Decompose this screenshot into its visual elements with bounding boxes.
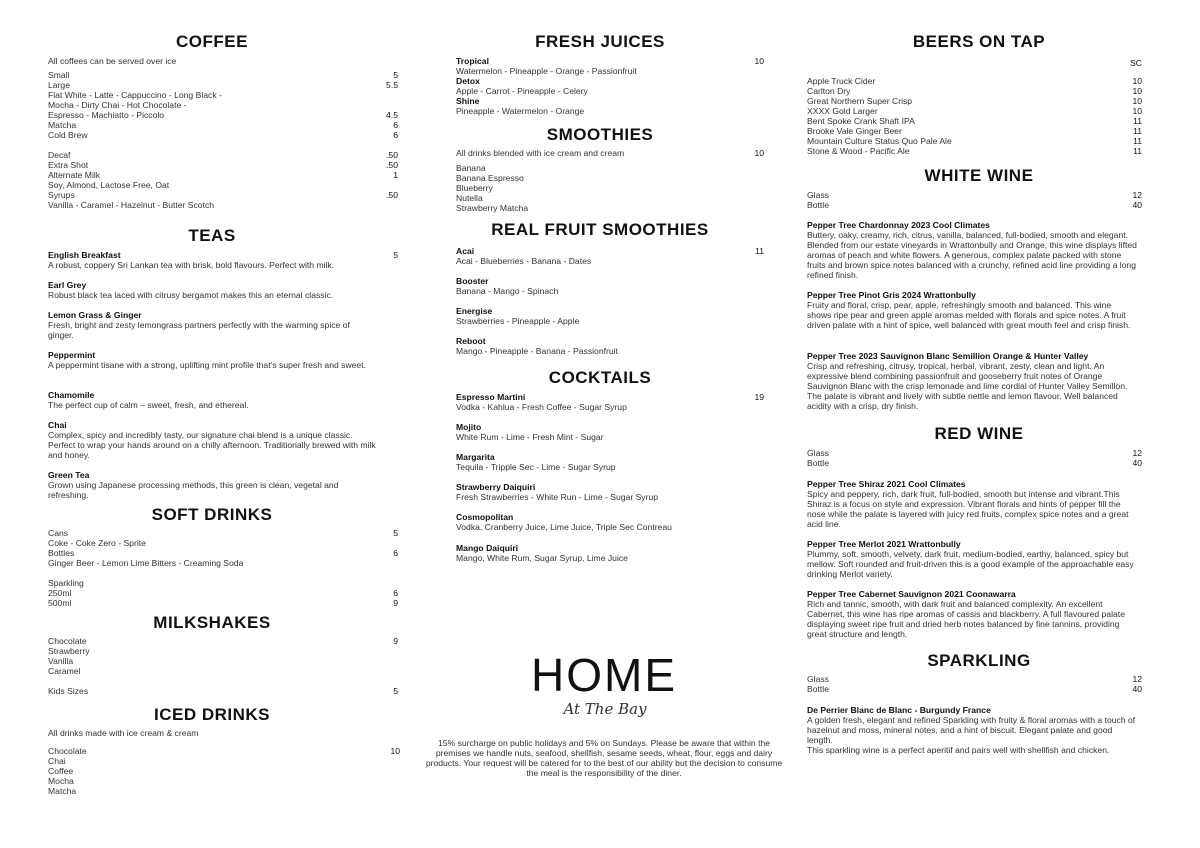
beer-item: Mountain Culture Status Quo Pale Ale <box>807 136 952 146</box>
coffee-title: COFFEE <box>176 32 248 51</box>
cocktail-name: Mango Daiquiri <box>456 543 519 553</box>
rfs-name: Energise <box>456 306 493 316</box>
glass-label: Glass <box>807 190 829 200</box>
rfs-name: Acai <box>456 246 475 256</box>
price: .50 <box>386 190 398 200</box>
tea-name: Lemon Grass & Ginger <box>48 310 142 320</box>
milkshake-item: Chocolate <box>48 636 87 646</box>
price: 40 <box>1132 684 1142 694</box>
milkshake-item: Strawberry <box>48 646 90 656</box>
tea-desc: A peppermint tisane with a strong, uplifting mint profile that’s super fresh and sweet. <box>48 360 366 370</box>
coffee-note: All coffees can be served over ice <box>48 56 177 66</box>
wine-desc: Spicy and peppery, rich, dark fruit, full-bodied, smooth but intense and vibrant.This Shiraz is a focus on style and expression. Vibrant florals and hints of pepper fill the nose while the palate is layered with juicy red fruits, complex spice notes and a great acid line. <box>807 489 1129 529</box>
price: 11 <box>1133 126 1142 136</box>
soft-item: Bottles <box>48 548 75 558</box>
sparkling-title: SPARKLING <box>927 651 1031 670</box>
bottle-label: Bottle <box>807 200 829 210</box>
cocktail-name: Margarita <box>456 452 495 462</box>
price: 10 <box>1132 96 1142 106</box>
wine-desc: Fruity and floral, crisp, pear, apple, refreshingly smooth and balanced. This wine shows ripe pear and green apple aromas melded with florals and spice notes. A fruit driven palate with a hint of spice, well balanced with great mouth feel and crisp finish. <box>807 300 1131 330</box>
glass-label: Glass <box>807 448 829 458</box>
bottle-label: Bottle <box>807 458 829 468</box>
tea-name: English Breakfast <box>48 250 121 260</box>
price: 9 <box>393 636 398 646</box>
bottle-label: Bottle <box>807 684 829 694</box>
smoothie-item: Blueberry <box>456 183 493 193</box>
beer-item: Great Northern Super Crisp <box>807 96 913 106</box>
price: .50 <box>386 150 398 160</box>
juice-name: Detox <box>456 76 480 86</box>
tea-name: Green Tea <box>48 470 90 480</box>
cocktail-name: Strawberry Daiquiri <box>456 482 536 492</box>
price: 11 <box>1133 146 1142 156</box>
iced-item: Chai <box>48 756 66 766</box>
milkshake-item: Vanilla <box>48 656 74 666</box>
iced-item: Chocolate <box>48 746 87 756</box>
red-wine-title: RED WINE <box>934 424 1024 443</box>
smoothie-item: Banana <box>456 163 486 173</box>
price: 40 <box>1132 200 1142 210</box>
soft-item: 500ml <box>48 598 72 608</box>
home-logo: HOME <box>531 649 677 701</box>
wine-desc: A golden fresh, elegant and refined Sparkling with fruity & floral aromas with a touch of hazelnut and moss, mineral notes, and a hint of biscuit. Elegant palate and good length. <box>807 715 1136 745</box>
cocktail-desc: Vodka, Cranberry Juice, Lime Juice, Triple Sec Contreau <box>456 522 672 532</box>
coffee-item: Small <box>48 70 70 80</box>
price: 6 <box>393 130 398 140</box>
tea-desc: Grown using Japanese processing methods, this green is clean, vegetal and refreshing. <box>48 480 339 500</box>
soft-item: Coke - Coke Zero - Sprite <box>48 538 146 548</box>
beer-item: Bent Spoke Crank Shaft IPA <box>807 116 915 126</box>
tea-desc: Complex, spicy and incredibly tasty, our signature chai blend is a unique classic. Perfect to wrap your hands around on a chilly afternoon. Traditionally brewed with milk and honey. <box>48 430 376 460</box>
real-fruit-title: REAL FRUIT SMOOTHIES <box>491 220 709 239</box>
juice-name: Tropical <box>456 56 489 66</box>
rfs-desc: Acai - Blueberries - Banana - Dates <box>456 256 592 266</box>
kids-sizes: Kids Sizes <box>48 686 89 696</box>
beer-item: Apple Truck Cider <box>807 76 876 86</box>
cocktails-title: COCKTAILS <box>548 368 652 387</box>
price: 10 <box>390 746 400 756</box>
cocktail-name: Cosmopolitan <box>456 512 514 522</box>
coffee-item: Espresso - Machiatto - Piccolo <box>48 110 165 120</box>
tea-desc: A robust, coppery Sri Lankan tea with brisk, bold flavours. Perfect with milk. <box>48 260 335 270</box>
wine-desc: Buttery, oaky, creamy, rich, citrus, vanilla, balanced, full-bodied, smooth and elegant. Blended from our estate vineyards in Wrattonbully and Orange, this wine displays lifted aromas of peach and white flowers. A generous, complex palate packed with stone fruits and brown spice notes balanced with a crunchy, refined acid line providing a long refined finish. <box>807 230 1137 280</box>
coffee-extra: Syrups <box>48 190 75 200</box>
wine-name: Pepper Tree Shiraz 2021 Cool Climates <box>807 479 966 489</box>
iced-item: Matcha <box>48 786 77 796</box>
wine-desc: Crisp and refreshing, citrusy, tropical, herbal, vibrant, zesty, clean and light. An expressive blend combining passionfruit and gooseberry fruit notes of Orange Sauvignon Blanc with the crisp lemonade and lime cordial of Hunter Valley Semillon. The palate is vibrant and lively with subtle nettle and lemon flavour. Well balanced acidity with a crisp, dry finish. <box>807 361 1128 411</box>
coffee-item: Large <box>48 80 70 90</box>
price: 6 <box>393 588 398 598</box>
price: 5 <box>393 70 398 80</box>
tea-desc: Robust black tea laced with citrusy bergamot makes this an eternal classic. <box>48 290 334 300</box>
beer-item: Stone & Wood - Pacific Ale <box>807 146 910 156</box>
rfs-desc: Mango - Pineapple - Banana - Passionfruit <box>456 346 618 356</box>
wine-name: Pepper Tree Merlot 2021 Wrattonbully <box>807 539 961 549</box>
price: 4.5 <box>386 110 398 120</box>
soft-item: Ginger Beer - Lemon Lime Bitters - Creaming Soda <box>48 558 244 568</box>
price: 9 <box>393 598 398 608</box>
juice-name: Shine <box>456 96 480 106</box>
smoothies-title: SMOOTHIES <box>546 125 654 144</box>
coffee-item: Cold Brew <box>48 130 88 140</box>
cocktail-desc: Mango, White Rum, Sugar Syrup, Lime Juice <box>456 553 628 563</box>
soft-drinks-title: SOFT DRINKS <box>151 505 273 524</box>
beer-column-header: SC <box>1130 58 1142 68</box>
price: 10 <box>1132 86 1142 96</box>
cocktail-name: Mojito <box>456 422 482 432</box>
price: 5.5 <box>386 80 398 90</box>
wine-name: Pepper Tree Cabernet Sauvignon 2021 Coonawarra <box>807 589 1016 599</box>
iced-item: Mocha <box>48 776 74 786</box>
iced-item: Coffee <box>48 766 74 776</box>
rfs-name: Booster <box>456 276 489 286</box>
smoothies-note: All drinks blended with ice cream and cream <box>456 148 625 158</box>
rfs-desc: Banana - Mango - Spinach <box>456 286 559 296</box>
price: 10 <box>754 56 764 66</box>
coffee-extra: Vanilla - Caramel - Hazelnut - Butter Scotch <box>48 200 215 210</box>
surcharge-allergen-notice: 15% surcharge on public holidays and 5% on Sundays. Please be aware that within the premises we handle nuts, seafood, shellfish, sesame seeds, wheat, flour, eggs and dairy products. Your request will be catered for to the best of our ability but the decision to consume the meal is the responsibility of the diner. <box>425 738 783 778</box>
price: 10 <box>1132 76 1142 86</box>
juice-desc: Apple - Carrot - Pineapple - Celery <box>456 86 588 96</box>
wine-name: Pepper Tree Pinot Gris 2024 Wrattonbully <box>807 290 976 300</box>
soft-item: Sparkling <box>48 578 84 588</box>
price: 5 <box>393 250 398 260</box>
wine-desc: Plummy, soft, smooth, velvety, dark fruit, medium-bodied, earthy, balanced, spicy but mellow. Soft rounded and fruit-driven this is a good example of the approachable easy drinking Merlot variety. <box>807 549 1134 579</box>
price: 12 <box>1132 674 1142 684</box>
price: 10 <box>1132 106 1142 116</box>
smoothie-item: Banana Espresso <box>456 173 524 183</box>
coffee-extra: Soy, Almond, Lactose Free, Oat <box>48 180 170 190</box>
white-wine-title: WHITE WINE <box>924 166 1034 185</box>
tea-name: Chamomile <box>48 390 95 400</box>
price: 5 <box>393 686 398 696</box>
price: 19 <box>754 392 764 402</box>
tea-desc: Fresh, bright and zesty lemongrass partners perfectly with the warming spice of ginger. <box>48 320 350 340</box>
price: 10 <box>754 148 764 158</box>
glass-label: Glass <box>807 674 829 684</box>
beer-item: Carlton Dry <box>807 86 851 96</box>
price: 5 <box>393 528 398 538</box>
smoothie-item: Nutella <box>456 193 483 203</box>
price: 12 <box>1132 190 1142 200</box>
cocktail-desc: Tequila - Tripple Sec - Lime - Sugar Syrup <box>456 462 616 472</box>
logo-subtitle: At The Bay <box>563 700 647 718</box>
coffee-item: Flat White - Latte - Cappuccino - Long Black - <box>48 90 222 100</box>
soft-item: 250ml <box>48 588 72 598</box>
smoothie-item: Strawberry Matcha <box>456 203 529 213</box>
tea-name: Peppermint <box>48 350 96 360</box>
wine-desc: Rich and tannic, smooth, with dark fruit and balanced complexity. An excellent Cabernet, this wine has ripe aromas of cassis and blackberry. A full flavoured palate displaying sweet ripe fruit and dried herb notes balanced by fine tannins, providing great structure and length. <box>807 599 1125 639</box>
beer-item: Brooke Vale Ginger Beer <box>807 126 902 136</box>
rfs-desc: Strawberries - Pineapple - Apple <box>456 316 580 326</box>
price: .50 <box>386 160 398 170</box>
price: 6 <box>393 120 398 130</box>
milkshake-item: Caramel <box>48 666 81 676</box>
coffee-extra: Alternate Milk <box>48 170 101 180</box>
price: 6 <box>393 548 398 558</box>
cocktail-name: Espresso Martini <box>456 392 526 402</box>
teas-title: TEAS <box>188 226 236 245</box>
soft-item: Cans <box>48 528 69 538</box>
tea-desc: The perfect cup of calm – sweet, fresh, and ethereal. <box>48 400 249 410</box>
coffee-extra: Extra Shot <box>48 160 89 170</box>
cocktail-desc: White Rum - Lime - Fresh Mint - Sugar <box>456 432 604 442</box>
price: 11 <box>1133 116 1142 126</box>
wine-name: De Perrier Blanc de Blanc - Burgundy France <box>807 705 991 715</box>
milkshakes-title: MILKSHAKES <box>153 613 271 632</box>
iced-drinks-title: ICED DRINKS <box>153 705 270 724</box>
coffee-item: Mocha - Dirty Chai - Hot Chocolate - <box>48 100 187 110</box>
beer-item: XXXX Gold Larger <box>807 106 878 116</box>
price: 11 <box>755 246 764 256</box>
wine-name: Pepper Tree Chardonnay 2023 Cool Climates <box>807 220 990 230</box>
juice-desc: Pineapple - Watermelon - Orange <box>456 106 585 116</box>
price: 1 <box>393 170 398 180</box>
wine-name: Pepper Tree 2023 Sauvignon Blanc Semillion Orange & Hunter Valley <box>807 351 1089 361</box>
cocktail-desc: Vodka - Kahlua - Fresh Coffee - Sugar Syrup <box>456 402 627 412</box>
juice-desc: Watermelon - Pineapple - Orange - Passionfruit <box>456 66 637 76</box>
coffee-item: Matcha <box>48 120 77 130</box>
sparkling-note: This sparkling wine is a perfect aperitif and pairs well with shellfish and chicken. <box>807 745 1110 755</box>
price: 40 <box>1132 458 1142 468</box>
iced-note: All drinks made with ice cream & cream <box>48 728 199 738</box>
price: 12 <box>1132 448 1142 458</box>
tea-name: Earl Grey <box>48 280 87 290</box>
price: 11 <box>1133 136 1142 146</box>
beers-title: BEERS ON TAP <box>912 32 1046 51</box>
coffee-extra: Decaf <box>48 150 71 160</box>
cocktail-desc: Fresh Strawberries - White Run - Lime - Sugar Syrup <box>456 492 659 502</box>
rfs-name: Reboot <box>456 336 486 346</box>
juices-title: FRESH JUICES <box>535 32 665 51</box>
tea-name: Chai <box>48 420 67 430</box>
